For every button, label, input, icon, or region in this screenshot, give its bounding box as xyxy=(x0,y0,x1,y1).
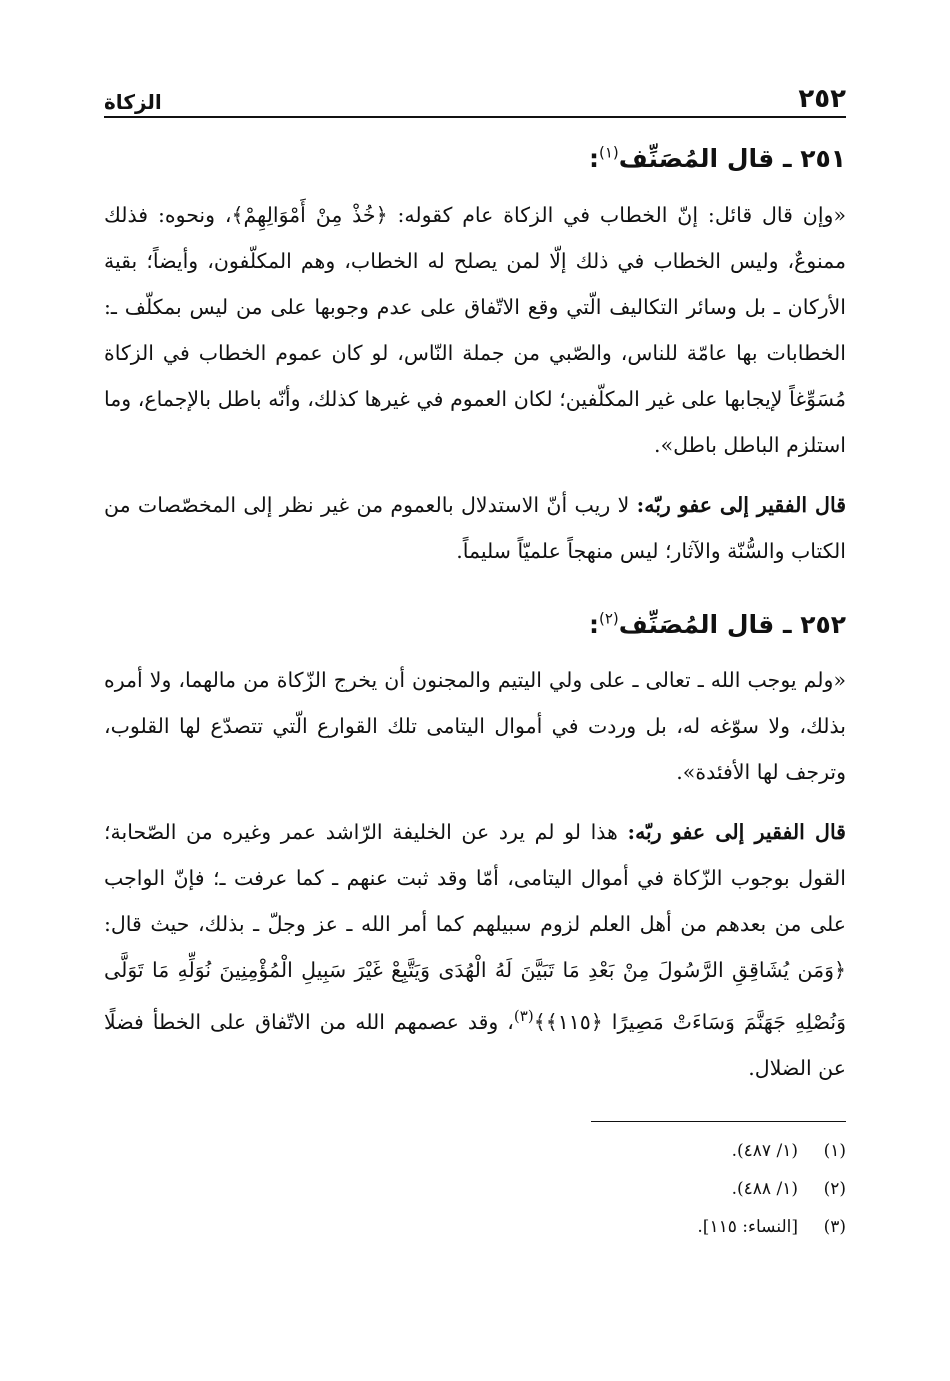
running-head xyxy=(104,70,846,118)
heading-colon: : xyxy=(589,609,599,639)
section-heading-text: ٢٥٢ ـ قال المُصَنِّف xyxy=(618,609,846,639)
section-heading-text: ٢٥١ ـ قال المُصَنِّف xyxy=(618,144,846,173)
footnote-divider xyxy=(591,1121,846,1122)
book-page xyxy=(104,70,846,1246)
reply-text-end: ، وقد عصمهم الله من الاتّفاق على الخطأ فضلًا عن الضلال. xyxy=(104,1009,846,1080)
footnote-item xyxy=(104,1132,846,1170)
reply-lead: قال الفقير إلى عفو ربّه: xyxy=(636,492,846,517)
quran-verse: ﴿وَمَن يُشَاقِقِ الرَّسُولَ مِنْ بَعْدِ مَا تَبَيَّنَ لَهُ الْهُدَى وَيَتَّبِعْ غَيْرَ سَبِيلِ الْمُؤْمِنِينَ نُوَلِّهِ مَا تَوَلَّى وَنُصْلِهِ جَهَنَّمَ وَسَاءَتْ مَصِيرًا ﴿١١٥﴾﴾ xyxy=(104,958,846,1034)
running-title: الزكاة xyxy=(104,90,162,114)
reply-251 xyxy=(104,482,846,574)
footnote-text: (١/ ٤٨٨). xyxy=(731,1178,798,1199)
reply-text: لا ريب أنّ الاستدلال بالعموم من غير نظر إلى المخصّصات من الكتاب والسُّنّة والآثار؛ ليس منهجاً علميّاً سليماً. xyxy=(104,492,846,563)
footnote-ref: (٢) xyxy=(599,609,619,628)
footnotes xyxy=(104,1132,846,1246)
reply-text: هذا لو لم يرد عن الخليفة الرّاشد عمر وغيره من الصّحابة؛ القول بوجوب الزّكاة في أموال اليتامى، أمّا وقد ثبت عنهم ـ كما عرفت ـ؛ فإنّ الواجب على من بعدهم من أهل العلم لزوم سبيلهم كما أمر الله ـ عز وجلّ ـ بذلك، حيث قال: xyxy=(104,820,846,936)
reply-lead: قال الفقير إلى عفو ربّه: xyxy=(627,820,846,844)
heading-colon: : xyxy=(589,144,599,173)
footnote-ref: (٣) xyxy=(513,1007,534,1025)
author-quote-251: «وإن قال قائل: إنّ الخطاب في الزكاة عام كقوله: ﴿خُذْ مِنْ أَمْوَالِهِمْ﴾، ونحوه: فذلك ممنوعٌ، وليس الخطاب في ذلك إلّا لمن يصلح له الخطاب، وهم المكلّفون، وأيضاً؛ بقية الأركان ـ بل وسائر التكاليف الّتي وقع الاتّفاق على عدم وجوبها على من ليس بمكلّف ـ: الخطابات بها عامّة للناس، والصّبي من جملة النّاس، لو كان عموم الخطاب في الزكاة مُسَوِّغاً لإيجابها على غير المكلّفين؛ لكان العموم في غيرها كذلك، وأنّه باطل بالإجماع، وما استلزم الباطل باطل». xyxy=(104,202,846,457)
page-number: ٢٥٢ xyxy=(798,84,846,114)
reply-252 xyxy=(104,809,846,1091)
footnote-ref: (١) xyxy=(599,143,619,162)
author-quote-252: «ولم يوجب الله ـ تعالى ـ على ولي اليتيم والمجنون أن يخرج الزّكاة من مالهما، ولا أمره بذلك، ولا سوّغه له، بل وردت في أموال اليتامى تلك القوارع الّتي تتصدّع لها القلوب، وترجف لها الأفئدة». xyxy=(104,668,846,784)
footnote-item xyxy=(104,1208,846,1246)
footnote-number: (٢) xyxy=(823,1178,846,1199)
footnote-text: [النساء: ١١٥]. xyxy=(697,1216,798,1237)
section-heading-251 xyxy=(104,140,846,178)
footnote-number: (١) xyxy=(823,1140,846,1161)
footnote-number: (٣) xyxy=(823,1216,846,1237)
footnote-item xyxy=(104,1170,846,1208)
footnote-text: (١/ ٤٨٧). xyxy=(731,1140,798,1161)
section-heading-252 xyxy=(104,606,846,644)
